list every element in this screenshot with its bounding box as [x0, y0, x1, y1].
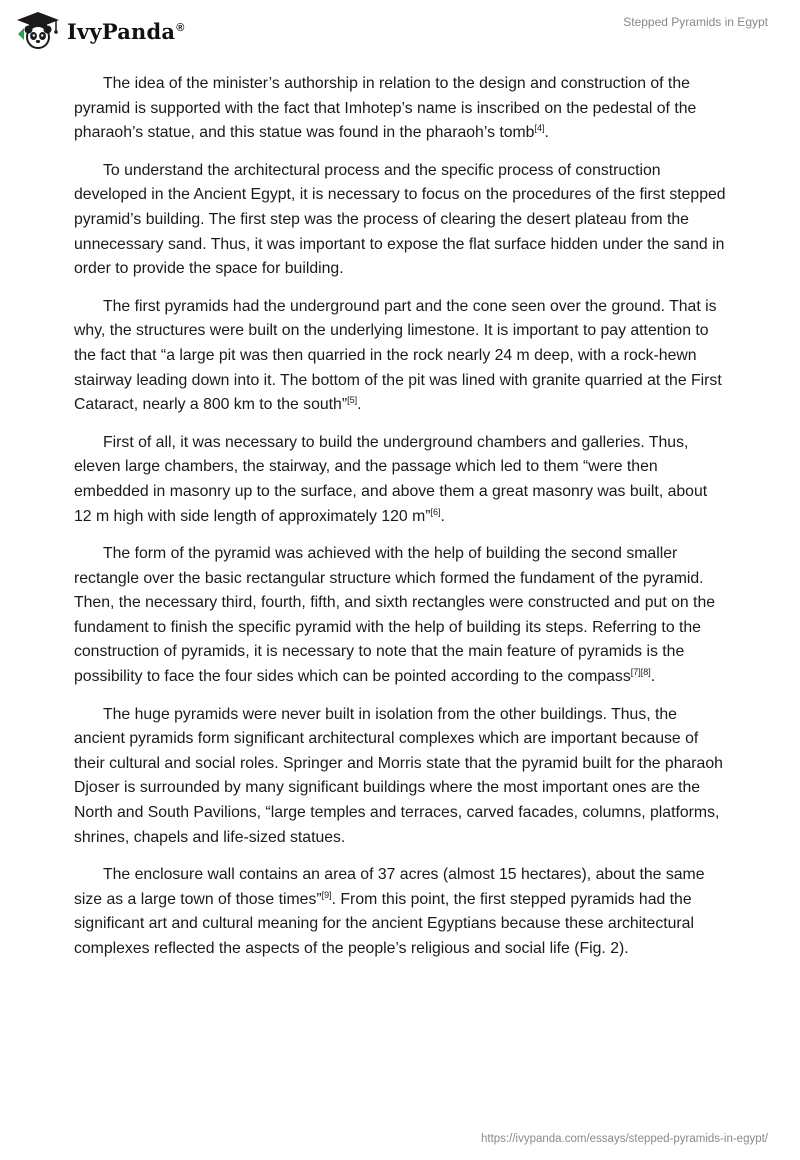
essay-body — [74, 72, 726, 975]
brand-name: IvyPanda® — [67, 18, 185, 44]
footnote-ref[interactable]: [9] — [321, 889, 332, 900]
footnote-ref[interactable]: [7][8] — [630, 667, 651, 678]
brand-logo[interactable] — [14, 10, 185, 50]
paragraph: The idea of the minister’s authorship in relation to the design and construction of the pyramid is supported with the fact that Imhotep’s name is inscribed on the pedestal of the pharaoh’s statue, and this statue was found in the pharaoh’s tomb[4]. — [74, 75, 697, 142]
footnote-ref[interactable]: [4] — [534, 123, 545, 134]
paragraph: To understand the architectural process and the specific process of construction developed in the Ancient Egypt, it is necessary to focus on the procedures of the first stepped pyramid’s building. The first step was the process of clearing the desert plateau from the unnecessary sand. Thus, it was important to expose the flat surface hidden under the sand in order to provide the space for building. — [74, 161, 726, 278]
paragraph: The enclosure wall contains an area of 37 acres (almost 15 hectares), about the same size as a large town of those times”[9]. From this point, the first stepped pyramids had the significant art and cultural meaning for the ancient Egyptians because these architectural complexes reflected the aspects of the people’s religious and social life (Fig. 2). — [74, 866, 705, 957]
page-header — [0, 0, 800, 60]
footnote-ref[interactable]: [5] — [347, 395, 358, 406]
paragraph: First of all, it was necessary to build the underground chambers and galleries. Thus, eleven large chambers, the stairway, and the passage which led to them “were then embedded in masonry up to the surface, and above them a great masonry was built, about 12 m high with side length of approximately 120 m”[6]. — [74, 433, 708, 525]
paragraph: The first pyramids had the underground part and the cone seen over the ground. That is why, the structures were built on the underlying limestone. It is important to pay attention to the fact that “a large pit was then quarried in the rock nearly 24 m deep, with a rock-hewn stairway leading down into it. The bottom of the pit was lined with granite quarried at the First Cataract, nearly a 800 km to the south”[5]. — [74, 297, 722, 414]
document-title: Stepped Pyramids in Egypt — [623, 15, 768, 29]
paragraph: The form of the pyramid was achieved with the help of building the second smaller rectangle over the basic rectangular structure which formed the fundament of the pyramid. Then, the necessary third, fourth, fifth, and sixth rectangles were constructed and put on the fundament to finish the specific pyramid with the help of building its steps. Referring to the construction of pyramids, it is necessary to note that the main feature of pyramids is the possibility to face the four sides which can be pointed according to the compass[7][8]. — [74, 545, 716, 686]
panda-graduate-icon — [14, 10, 62, 50]
paragraph: The huge pyramids were never built in isolation from the other buildings. Thus, the ancient pyramids form significant architectural complexes which are important because of their cultural and social roles. Springer and Morris state that the pyramid built for the pharaoh Djoser is surrounded by many significant buildings where the most important ones are the North and South Pavilions, “large temples and terraces, carved facades, columns, platforms, shrines, chapels and life-sized statues. — [74, 705, 723, 846]
source-url[interactable]: https://ivypanda.com/essays/stepped-pyramids-in-egypt/ — [481, 1133, 768, 1145]
footnote-ref[interactable]: [6] — [430, 506, 441, 517]
